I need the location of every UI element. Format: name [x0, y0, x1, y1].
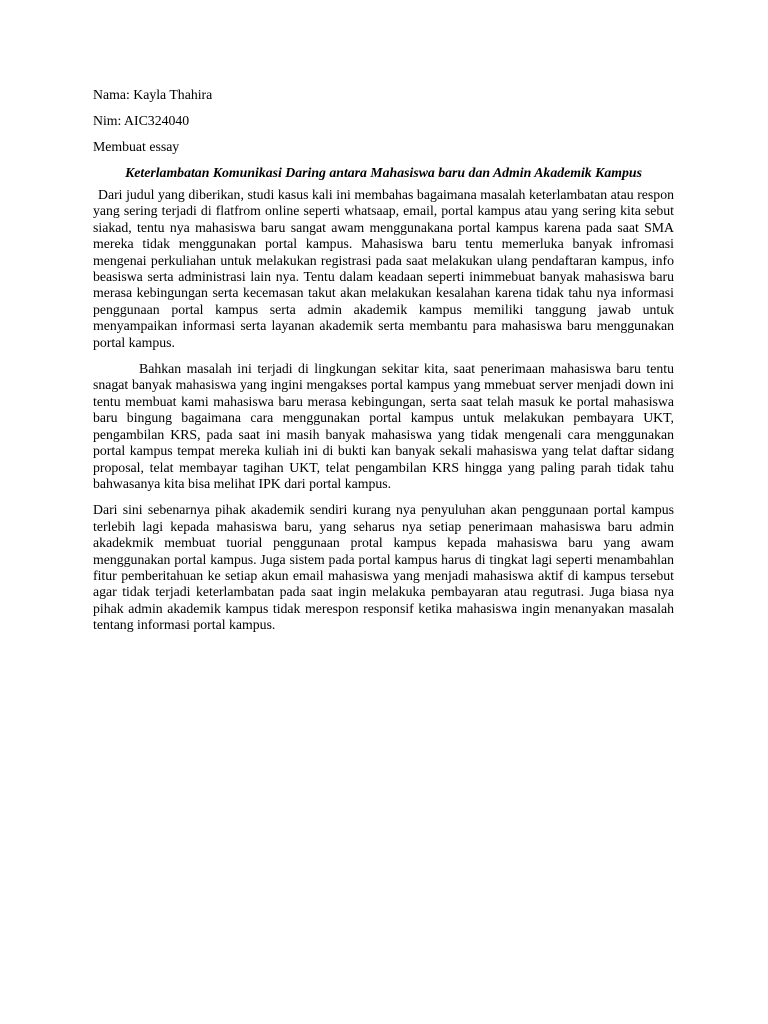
document-body: [93, 86, 674, 644]
essay-paragraph-2: Bahkan masalah ini terjadi di lingkungan sekitar kita, saat penerimaan mahasiswa baru tentu snagat banyak mahasiswa yang ingini mengakses portal kampus yang mmebuat server menjadi down ini tentu membuat kami mahasiswa baru merasa kebingungan, serta saat telah masuk ke portal mahasiswa baru bingung bagaimana cara menggunakan portal kampus untuk melakukan pembayara UKT, pengambilan KRS, pada saat ini masih banyak mahasiswa yang tidak mengenali cara menggunakan portal kampus tempat mereka kuliah ini di bukti kan banyak sekali mahasiswa yang telat daftar sidang proposal, telat membayar tagihan UKT, telat pengambilan KRS hingga yang paling parah tidak tahu bahwasanya kita bisa melihat IPK dari portal kampus.: [93, 361, 674, 491]
assignment-label: Membuat essay: [93, 139, 180, 154]
essay-paragraph-3: Dari sini sebenarnya pihak akademik sendiri kurang nya penyuluhan akan penggunaan portal kampus terlebih lagi kepada mahasiswa baru, yang seharus nya setiap penerimaan mahasiswa baru admin akadekmik membuat tuorial penggunaan protal kampus kepada mahasiswa baru yang awam menggunakan portal kampus. Juga sistem pada portal kampus harus di tingkat lagi seperti menambahlan fitur pemberitahuan ke setiap akun email mahasiswa yang menjadi mahasiswa aktif di kampus tersebut agar tidak terjadi keterlambatan pada saat ingin melakuka pembayaran atau regutrasi. Juga biasa nya pihak admin akademik kampus tidak merespon responsif ketika mahasiswa ingin menanyakan masalah tentang informasi portal kampus.: [93, 502, 674, 633]
student-id: Nim: AIC324040: [93, 113, 190, 128]
essay-paragraph-1: Dari judul yang diberikan, studi kasus kali ini membahas bagaimana masalah keterlambatan atau respon yang sering terjadi di flatfrom online seperti whatsaap, email, portal kampus atau yang sering kita sebut siakad, tentu nya mahasiswa baru sangat awam menggunakana portal kampus karena pada saat SMA mereka tidak menggunakan portal kampus. Mahasiswa baru tentu memerluka banyak infromasi mengenai perkuliahan untuk melakukan registrasi pada saat melakukan ulang pendaftaran kampus, info beasiswa serta administrasi lain nya. Tentu dalam keadaan seperti inimmebuat banyak mahasiswa baru merasa kebingungan serta kecemasan takut akan melakukan kesalahan karena tidak tahu nya informasi penggunaan portal kampus serta admin akademik kampus memiliki tanggung jawab untuk menyampaikan informasi serta layanan akademik serta membantu para mahasiswa baru menggunakan portal kampus.: [93, 187, 674, 350]
student-name: Nama: Kayla Thahira: [93, 87, 213, 102]
essay-title: Keterlambatan Komunikasi Daring antara Mahasiswa baru dan Admin Akademik Kampus: [125, 165, 642, 180]
